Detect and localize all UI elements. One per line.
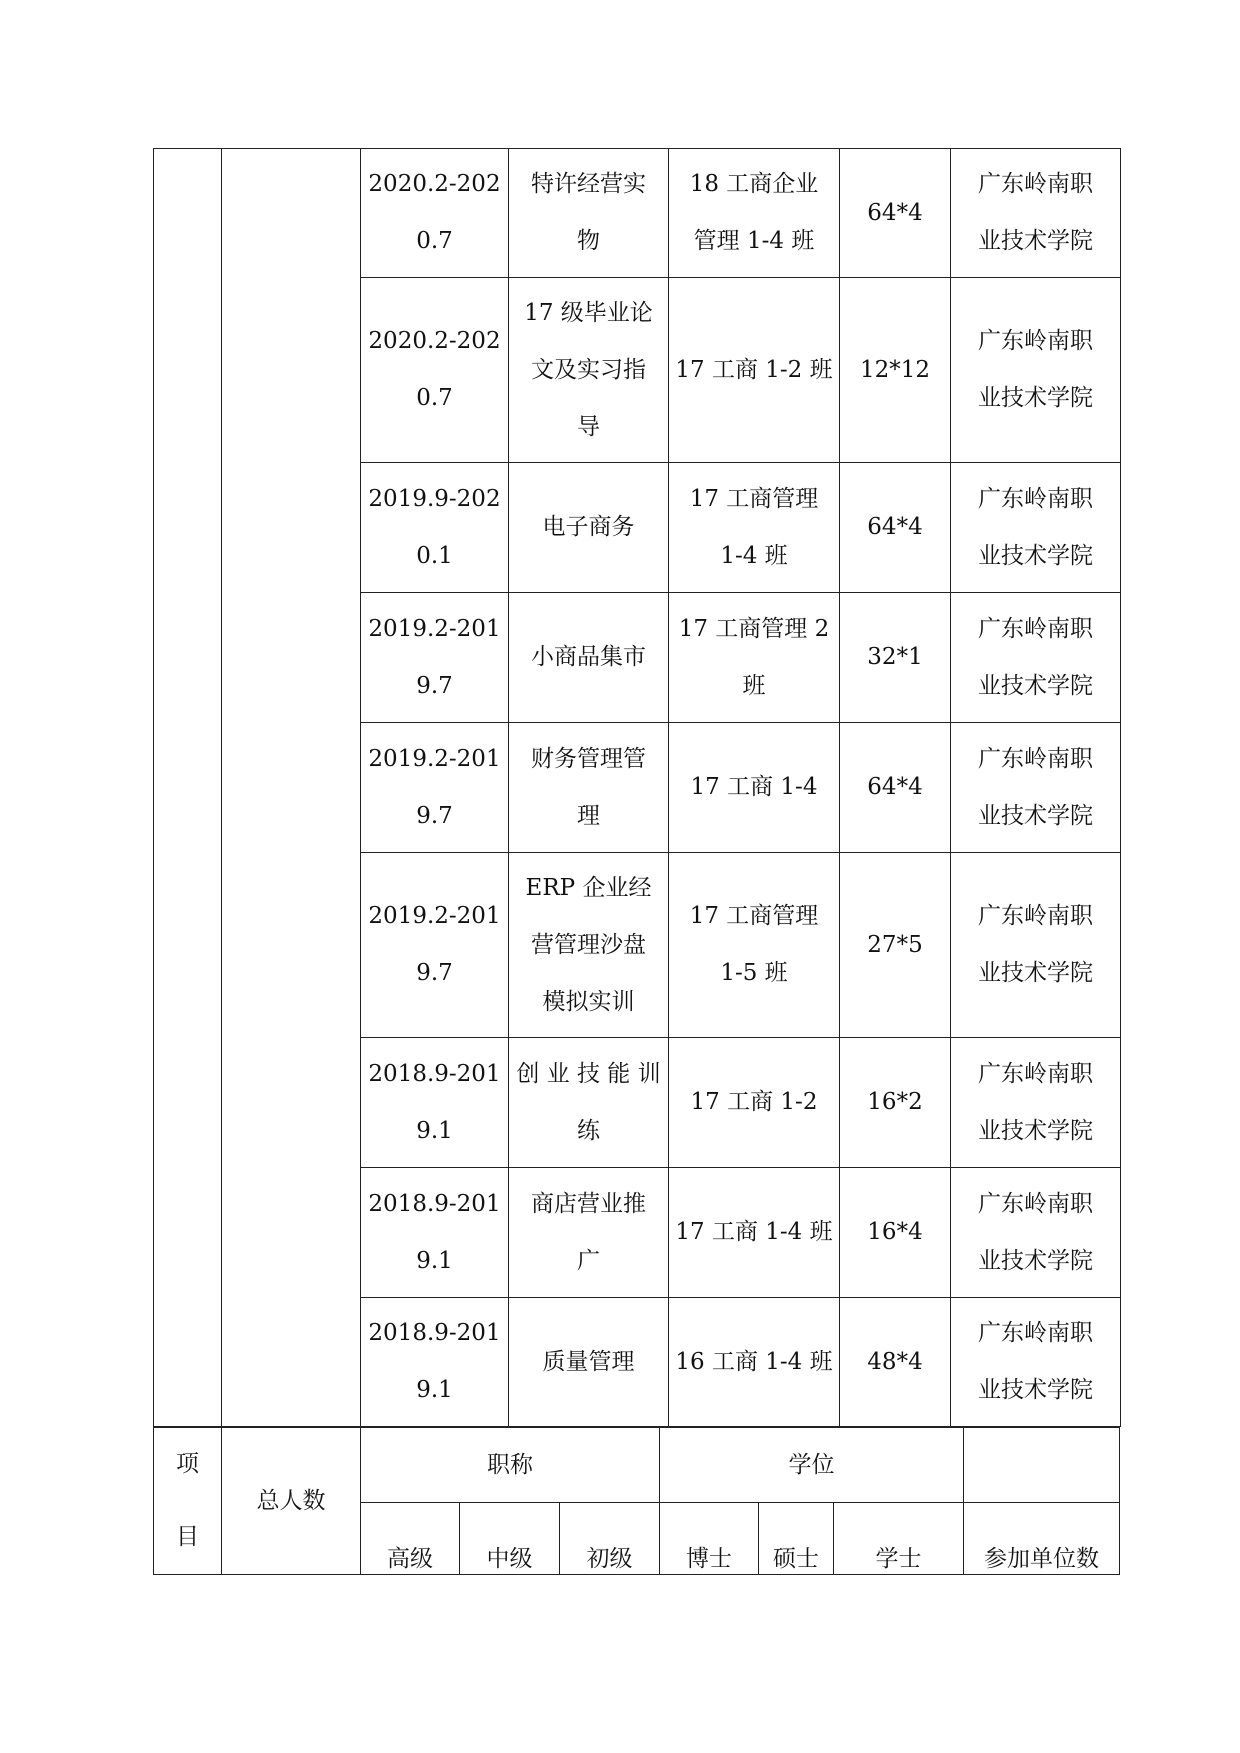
- course-cell-text: 财务管理管 理: [531, 745, 646, 829]
- unit-cell-text: 广东岭南职 业技术学院: [978, 615, 1093, 699]
- degree-phd-header: 博士: [660, 1503, 759, 1575]
- hours-cell-text: 12*12: [859, 356, 931, 383]
- title-middle-header: 中级: [460, 1503, 560, 1575]
- summary-header-table: [153, 1427, 1120, 1575]
- class-cell: [669, 723, 840, 853]
- hours-cell: [840, 1298, 951, 1427]
- class-cell-text: 17 工商 1-2: [690, 1089, 818, 1115]
- class-cell: [669, 1298, 840, 1427]
- period-cell: [361, 1038, 509, 1168]
- period-cell-text: 2019.2-201 9.7: [368, 903, 501, 986]
- title-junior-header: 初级: [560, 1503, 660, 1575]
- course-cell: [509, 1038, 669, 1168]
- period-cell: [361, 463, 509, 593]
- units-count-header: 参加单位数: [964, 1503, 1120, 1575]
- class-cell-text: 17 工商管理 1-4 班: [689, 485, 819, 569]
- course-cell-text: 17 级毕业论 文及实习指 导: [524, 299, 653, 440]
- blank-col-a: [154, 149, 222, 1427]
- class-cell-text: 17 工商 1-4 班: [675, 1219, 833, 1245]
- class-cell: [669, 593, 840, 723]
- hours-cell-text: 16*2: [867, 1089, 923, 1115]
- title-senior-header: 高级: [361, 1503, 460, 1575]
- hours-cell-text: 64*4: [867, 514, 923, 540]
- course-cell-text: 特许经营实 物: [531, 171, 646, 254]
- unit-cell: [951, 1298, 1121, 1427]
- hours-cell: [840, 1168, 951, 1298]
- class-cell: [669, 278, 840, 463]
- unit-cell: [951, 853, 1121, 1038]
- degree-group-header: 学位: [660, 1428, 964, 1503]
- course-cell-text: 小商品集市: [531, 644, 646, 670]
- hours-cell: [840, 723, 951, 853]
- hours-cell: [840, 463, 951, 593]
- teaching-record-table: [153, 148, 1121, 1427]
- course-cell-text: 电子商务: [542, 514, 635, 540]
- unit-cell-text: 广东岭南职 业技术学院: [978, 328, 1093, 411]
- blank-col-b: [222, 149, 361, 1427]
- period-cell-text: 2020.2-202 0.7: [368, 171, 501, 254]
- course-cell: [509, 278, 669, 463]
- unit-cell-text: 广东岭南职 业技术学院: [978, 171, 1093, 254]
- period-cell-text: 2019.2-201 9.7: [368, 745, 501, 829]
- hours-cell: [840, 1038, 951, 1168]
- class-cell-text: 16 工商 1-4 班: [675, 1348, 833, 1375]
- unit-cell: [951, 1168, 1121, 1298]
- period-cell: [361, 1298, 509, 1427]
- hours-cell-text: 32*1: [867, 644, 923, 670]
- period-cell-text: 2018.9-201 9.1: [368, 1190, 501, 1274]
- hours-cell-text: 48*4: [867, 1348, 923, 1375]
- hours-cell-text: 64*4: [867, 774, 923, 800]
- hours-cell: [840, 278, 951, 463]
- course-cell: [509, 593, 669, 723]
- unit-cell: [951, 463, 1121, 593]
- course-cell: [509, 853, 669, 1038]
- unit-cell-text: 广东岭南职 业技术学院: [978, 1060, 1093, 1144]
- period-cell: [361, 593, 509, 723]
- hours-cell: [840, 593, 951, 723]
- course-cell: [509, 149, 669, 278]
- hours-cell: [840, 853, 951, 1038]
- course-cell: [509, 463, 669, 593]
- class-cell-text: 17 工商 1-2 班: [675, 356, 833, 383]
- class-cell: [669, 853, 840, 1038]
- degree-bachelor-header: 学士: [834, 1503, 964, 1575]
- class-cell-text: 17 工商 1-4: [690, 774, 818, 800]
- unit-cell: [951, 593, 1121, 723]
- period-cell-text: 2018.9-201 9.1: [368, 1320, 501, 1403]
- period-cell: [361, 853, 509, 1038]
- course-cell: [509, 1168, 669, 1298]
- period-cell: [361, 1168, 509, 1298]
- unit-cell-text: 广东岭南职 业技术学院: [978, 903, 1093, 986]
- class-cell: [669, 1168, 840, 1298]
- period-cell-text: 2020.2-202 0.7: [368, 328, 501, 411]
- hours-cell: [840, 149, 951, 278]
- table-row: [154, 149, 1121, 278]
- course-cell: [509, 1298, 669, 1427]
- unit-cell: [951, 149, 1121, 278]
- period-cell-text: 2019.2-201 9.7: [368, 615, 501, 699]
- period-cell-text: 2019.9-202 0.1: [368, 485, 501, 569]
- period-cell-text: 2018.9-201 9.1: [368, 1060, 501, 1144]
- course-cell-text: ERP 企业经 营管理沙盘 模拟实训: [525, 874, 652, 1015]
- degree-master-header: 硕士: [759, 1503, 834, 1575]
- course-cell-text: 创 业 技 能 训 练: [516, 1060, 661, 1144]
- period-cell: [361, 149, 509, 278]
- units-spacer-cell: [964, 1428, 1120, 1503]
- period-cell: [361, 723, 509, 853]
- item-header: 项 目: [154, 1428, 222, 1575]
- course-cell: [509, 723, 669, 853]
- class-cell: [669, 149, 840, 278]
- total-count-header: 总人数: [222, 1428, 361, 1575]
- class-cell: [669, 463, 840, 593]
- unit-cell-text: 广东岭南职 业技术学院: [978, 1190, 1093, 1274]
- course-cell-text: 质量管理: [542, 1348, 635, 1375]
- unit-cell-text: 广东岭南职 业技术学院: [978, 745, 1093, 829]
- hours-cell-text: 64*4: [867, 199, 923, 226]
- unit-cell: [951, 723, 1121, 853]
- course-cell-text: 商店营业推 广: [531, 1190, 646, 1274]
- class-cell-text: 17 工商管理 1-5 班: [689, 903, 819, 986]
- unit-cell-text: 广东岭南职 业技术学院: [978, 485, 1093, 569]
- unit-cell: [951, 278, 1121, 463]
- unit-cell: [951, 1038, 1121, 1168]
- unit-cell-text: 广东岭南职 业技术学院: [978, 1320, 1093, 1403]
- class-cell-text: 18 工商企业 管理 1-4 班: [689, 171, 819, 254]
- hours-cell-text: 16*4: [867, 1219, 923, 1245]
- hours-cell-text: 27*5: [867, 931, 923, 958]
- title-group-header: 职称: [361, 1428, 660, 1503]
- class-cell-text: 17 工商管理 2 班: [678, 615, 830, 699]
- period-cell: [361, 278, 509, 463]
- class-cell: [669, 1038, 840, 1168]
